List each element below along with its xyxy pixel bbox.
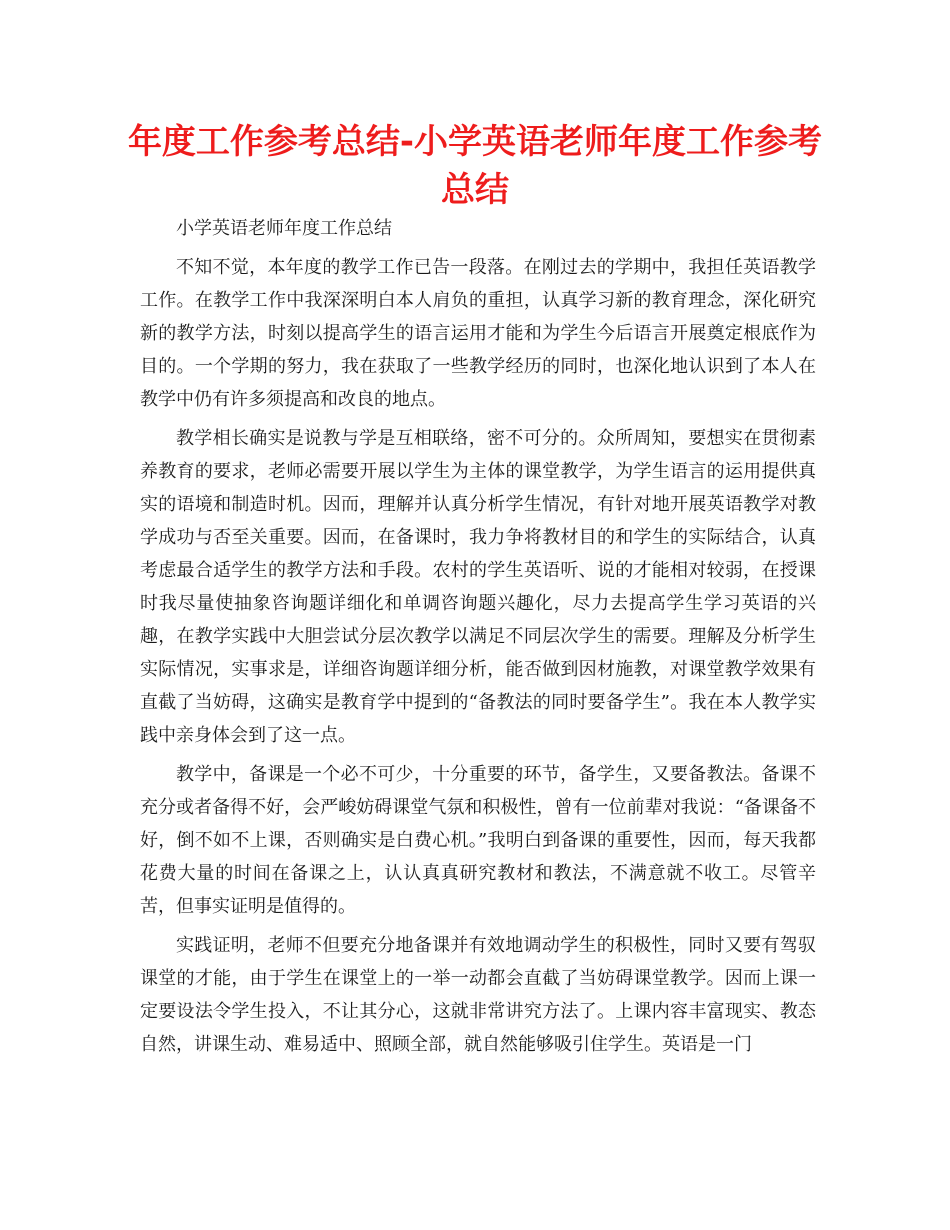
document-body — [140, 212, 816, 1067]
document-subtitle: 小学英语老师年度工作总结 — [176, 218, 392, 239]
paragraph: 不知不觉，本年度的教学工作已告一段落。在刚过去的学期中，我担任英语教学工作。在教学工作中我深深明白本人肩负的重担，认真学习新的教育理念，深化研究新的教学方法，时刻以提高学生的语言运用才能和为学生今后语言开展奠定根底作为目的。一个学期的努力，我在获取了一些教学经历的同时，也深化地认识到了本人在教学中仍有许多须提高和改良的地点。 — [140, 257, 816, 410]
document-title: 年度工作参考总结-小学英语老师年度工作参考总结 — [127, 122, 823, 210]
paragraph: 教学中，备课是一个必不可少，十分重要的环节，备学生，又要备教法。备课不充分或者备得不好，会严峻妨碍课堂气氛和积极性，曾有一位前辈对我说：“备课备不好，倒不如不上课，否则确实是白费心机。”我明白到备课的重要性，因而，每天我都花费大量的时间在备课之上，认认真真研究教材和教法，不满意就不收工。尽管辛苦，但事实证明是值得的。 — [140, 764, 816, 917]
paragraph: 实践证明，老师不但要充分地备课并有效地调动学生的积极性，同时又要有驾驭课堂的才能，由于学生在课堂上的一举一动都会直截了当妨碍课堂教学。因而上课一定要设法令学生投入，不让其分心，这就非常讲究方法了。上课内容丰富现实、教态自然，讲课生动、难易适中、照顾全部，就自然能够吸引住学生。英语是一门 — [140, 935, 816, 1055]
paragraph: 教学相长确实是说教与学是互相联络，密不可分的。众所周知，要想实在贯彻素养教育的要求，老师必需要开展以学生为主体的课堂教学，为学生语言的运用提供真实的语境和制造时机。因而，理解并认真分析学生情况，有针对地开展英语教学对教学成功与否至关重要。因而，在备课时，我力争将教材目的和学生的实际结合，认真考虑最合适学生的教学方法和手段。农村的学生英语听、说的才能相对较弱，在授课时我尽量使抽象咨询题详细化和单调咨询题兴趣化，尽力去提高学生学习英语的兴趣，在教学实践中大胆尝试分层次教学以满足不同层次学生的需要。理解及分析学生实际情况，实事求是，详细咨询题详细分析，能否做到因材施教，对课堂教学效果有直截了当妨碍，这确实是教育学中提到的“备教法的同时要备学生”。我在本人教学实践中亲身体会到了这一点。 — [140, 428, 816, 746]
